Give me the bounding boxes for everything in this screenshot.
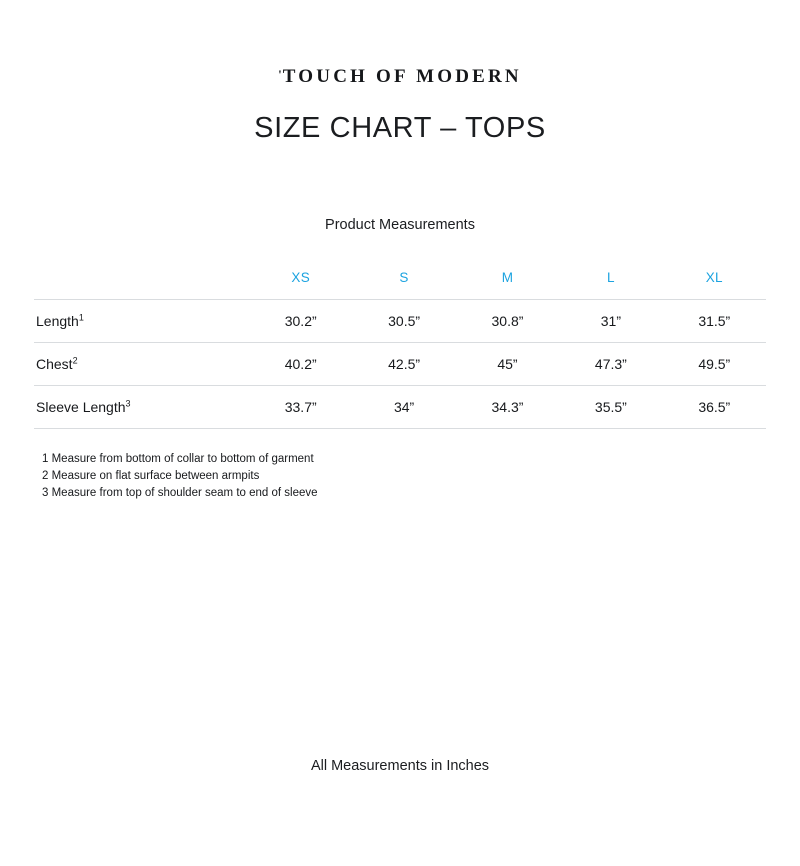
footer-note: All Measurements in Inches (310, 758, 490, 774)
table-body (34, 300, 766, 429)
footnote-marker: 2 (72, 355, 78, 366)
column-header-s: S (399, 269, 409, 285)
footnote-1: 1 Measure from bottom of collar to bottom of garment (42, 453, 314, 465)
table-row (34, 300, 766, 343)
row-label-text: Chest (36, 356, 73, 372)
table-header (34, 255, 766, 300)
footnote-3: 3 Measure from top of shoulder seam to end of sleeve (42, 487, 318, 499)
row-label-length (34, 300, 249, 343)
cell-length-m: 30.8” (491, 313, 524, 329)
page-title: SIZE CHART – TOPS (254, 112, 546, 144)
cell-chest-l: 47.3” (594, 356, 627, 372)
cell-chest-xl: 49.5” (698, 356, 731, 372)
section-label: Product Measurements (325, 217, 475, 233)
footnote-2: 2 Measure on flat surface between armpits (42, 470, 260, 482)
cell-length-l: 31” (600, 313, 621, 329)
column-header-m: M (501, 269, 514, 285)
footnote-marker: 3 (125, 398, 131, 409)
brand-tick-mark: ' (278, 67, 282, 82)
cell-chest-xs: 40.2” (284, 356, 317, 372)
row-label-chest (34, 343, 249, 386)
column-header-label (34, 255, 249, 300)
column-header-xs: XS (291, 269, 310, 285)
cell-sleeve-xl: 36.5” (698, 399, 731, 415)
row-label-sleeve-length (34, 386, 249, 429)
cell-sleeve-s: 34” (393, 399, 415, 415)
brand-name: TOUCH OF MODERN (282, 66, 522, 87)
cell-length-xs: 30.2” (284, 313, 317, 329)
brand-wordmark (0, 66, 800, 88)
measurements-table-wrapper (34, 255, 766, 429)
cell-chest-s: 42.5” (388, 356, 421, 372)
column-header-l: L (606, 269, 615, 285)
footnotes-list (34, 451, 766, 502)
cell-sleeve-m: 34.3” (491, 399, 524, 415)
table-row (34, 386, 766, 429)
cell-chest-m: 45” (497, 356, 518, 372)
cell-sleeve-xs: 33.7” (284, 399, 317, 415)
footnote-marker: 1 (78, 312, 84, 323)
cell-sleeve-l: 35.5” (594, 399, 627, 415)
cell-length-s: 30.5” (388, 313, 421, 329)
table-header-row (34, 255, 766, 300)
row-label-text: Sleeve Length (36, 399, 126, 415)
size-chart-page (0, 66, 800, 866)
measurements-table (34, 255, 766, 429)
column-header-xl: XL (705, 269, 723, 285)
table-row (34, 343, 766, 386)
row-label-text: Length (36, 313, 79, 329)
cell-length-xl: 31.5” (698, 313, 731, 329)
